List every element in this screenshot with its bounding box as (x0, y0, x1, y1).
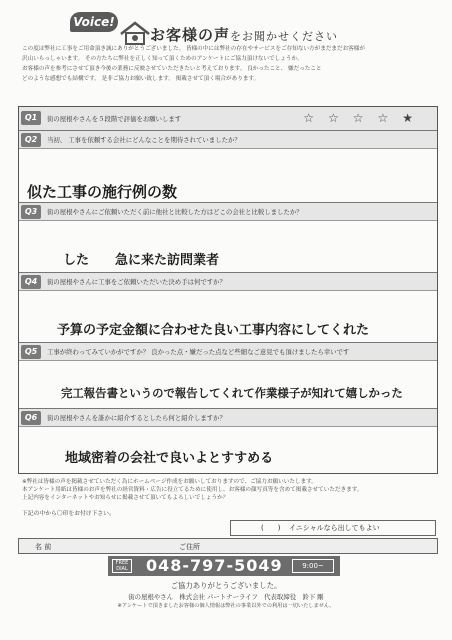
question-header (19, 343, 437, 361)
phone-hours: 9:00~ (292, 559, 334, 573)
question-row-q5 (19, 343, 437, 409)
initials-checkbox[interactable]: ( ) (261, 524, 281, 532)
privacy-note: ※アンケートで頂きましたお客様の個人情報は弊社の事業以外での利用は一切いたしません。 (117, 603, 335, 609)
answer-text: した 急に来た訪問業者 (63, 253, 220, 268)
company-info: 街の屋根やさん 株式会社 パートナーライフ 代表取締役 鈴下 剛 (128, 593, 324, 601)
question-row-q2 (19, 131, 437, 203)
note-line: ※弊社は皆様の声を掲載させていただく為にホームページ作成をお願いしておりますので、ご協力お願いいたします。 (22, 479, 317, 485)
thanks-message: ご協力ありがとうございました。 (170, 581, 282, 590)
page-title (150, 24, 338, 45)
name-label: 名 前 (35, 543, 52, 551)
title-main: お客様の声 (150, 26, 231, 44)
publication-note (22, 478, 434, 502)
title-small: をお聞かせください (230, 30, 339, 43)
question-number: Q1 (21, 111, 41, 125)
intro-line: どのような感想でも結構です。 是非ご協力お願い致します。 掲載させて頂く場合があります。 (22, 76, 260, 82)
question-number: Q5 (21, 345, 41, 359)
answer-text: 似た工事の施行例の数 (27, 183, 178, 201)
question-header (19, 409, 437, 427)
question-text: 街の屋根やさんを５段階で評価をお願いします (47, 115, 182, 123)
phone-number[interactable]: 048-797-5049 (146, 556, 283, 575)
answer-text: 完工報告書というので報告してくれて作業様子が知れて嬉しかった (61, 386, 403, 400)
question-text: 街の屋根やさんを誰かに紹介するとしたら何と紹介しますか？ (47, 414, 226, 422)
question-row-q1 (19, 107, 437, 131)
intro-line: 沢山いらっしゃいます。 その方たちに弊社を正しく知って頂くためのアンケートにご協力頂けないでしょうか。 (22, 56, 303, 62)
question-number: Q4 (21, 275, 41, 289)
intro-line: この度は弊社に工事をご用命頂き誠にありがとうございました。 皆様の中には弊社の存在やサービスをご存知ない方がまだまだお客様が (22, 46, 365, 52)
question-text: 当初、 工事を依頼する会社にどんなことを期待されていましたか？ (47, 136, 241, 144)
answer-text: 予算の予定金額に合わせた良い工事内容にしてくれた (57, 323, 370, 338)
initials-option[interactable] (230, 520, 436, 536)
intro-text (22, 44, 432, 84)
question-row-q6 (19, 409, 437, 473)
initials-label: イニシャルなら出してもよい (289, 524, 380, 532)
note-line: 本アンケート用紙は皆様のお声を弊社の経営資料・広告に役立てるために使用し、お客様の顔写真等を含めて掲載させていただきます。 (22, 487, 363, 493)
question-text: 街の屋根やさんにご依頼いただく前に他社と比較した方はどこの会社と比較しましたか？ (47, 208, 303, 216)
voice-badge: Voice! (70, 12, 118, 32)
intro-line: お客様の声を参考にさせて頂き今後の業務に反映させていただきたいと考えております。 良かったこと、 嫌だったこと (22, 66, 322, 72)
answer-text: 地域密着の会社で良いよとすすめる (65, 451, 274, 466)
question-header (19, 107, 437, 130)
name-address-row (18, 538, 438, 554)
question-number: Q3 (21, 205, 41, 219)
rating-stars[interactable]: ☆☆☆☆★ (303, 111, 427, 125)
free-dial-bar (108, 556, 340, 576)
question-number: Q2 (21, 133, 41, 147)
note-line: 上記内容をインターネットやお知らせに掲載させて頂いてもよろしいでしょうか？ (22, 495, 229, 501)
permission-instruction: 下記の中から〇印をお付け下さい。 (22, 511, 115, 517)
question-text: 街の屋根やさんに工事をご依頼いただいた決め手は何ですか？ (47, 278, 226, 286)
question-number: Q6 (21, 411, 41, 425)
question-header (19, 203, 437, 221)
address-label: ご住所 (179, 543, 200, 551)
question-text: 工事が終わってみていかがですか？ 良かった点・嫌だった点など些細なご意見でも頂けましたら幸いです (47, 348, 350, 356)
question-row-q4 (19, 273, 437, 343)
free-dial-icon: FREE DIAL (112, 559, 132, 573)
question-header (19, 273, 437, 291)
question-row-q3 (19, 203, 437, 273)
house-icon (118, 20, 152, 46)
question-header (19, 131, 437, 149)
questionnaire (18, 106, 438, 474)
